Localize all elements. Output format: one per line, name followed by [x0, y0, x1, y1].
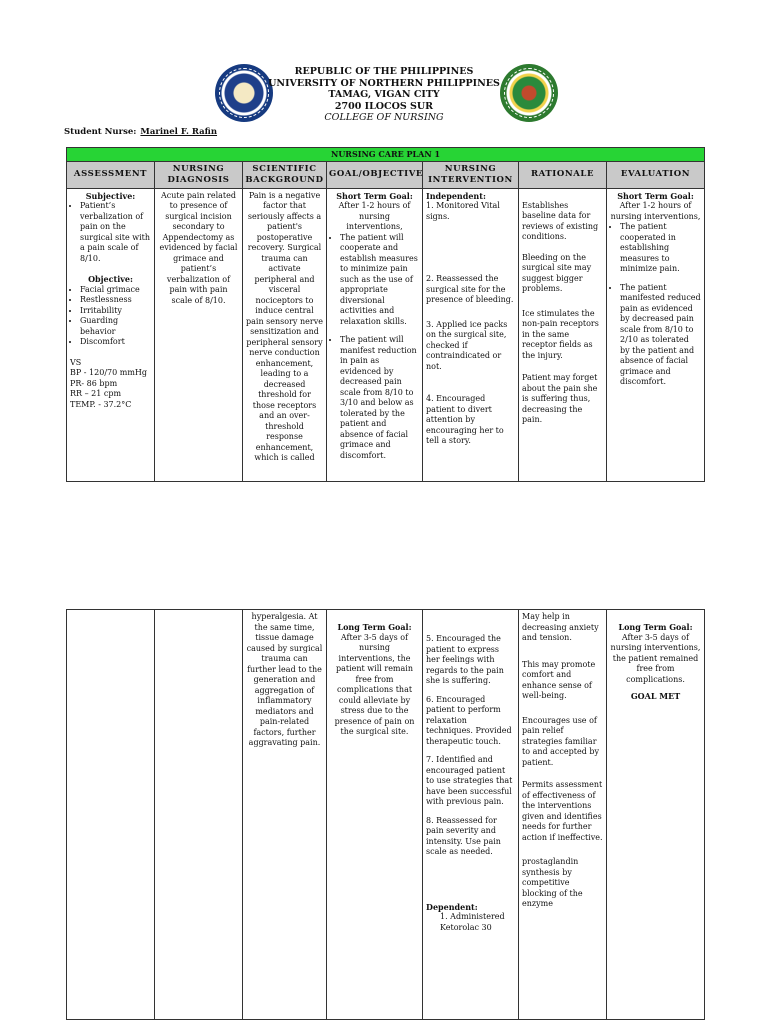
intervention-item: 6. Encouraged patient to perform relaxation techniques. Provided therapeutic touch.	[426, 694, 512, 746]
goal-bullet: • The patient will manifest reduction in pain as evidenced by decreased pain scale from 8/10 to 3/10 and below as tolerated by the patient and absence of facial grimace and discomfort.	[340, 335, 419, 461]
intervention-item: 1. Monitored Vital signs.	[426, 201, 500, 221]
objective-item: • Facial grimace	[80, 285, 151, 296]
evaluation-long-term-text: After 3-5 days of nursing interventions, the patient remained free from complications.	[610, 632, 701, 684]
header-line-2: UNIVERSITY OF NORTHERN PHILIPPINES	[268, 77, 500, 89]
rationale-item: Establishes baseline data for reviews of existing conditions.	[522, 200, 599, 241]
intervention-item: 2. Reassessed the surgical site for the presence of bleeding.	[426, 274, 514, 304]
subjective-text: • Patient’s verbalization of pain on the surgical site with a pain scale of 8/10.	[80, 201, 151, 264]
intervention-item: 7. Identified and encouraged patient to use strategies that have been successful with previous pain.	[426, 755, 513, 806]
header-line-4: 2700 ILOCOS SUR	[334, 100, 434, 112]
intervention-cell-continued	[423, 610, 519, 1020]
evaluation-intro: After 1-2 hours of nursing interventions,	[610, 201, 701, 221]
col-assessment: ASSESSMENT	[67, 161, 155, 188]
col-nursing-intervention: NURSING INTERVENTION	[423, 161, 519, 188]
col-rationale: RATIONALE	[519, 161, 607, 188]
vs-label: VS	[70, 357, 82, 367]
objective-label: Objective:	[88, 274, 133, 284]
evaluation-bullet: • The patient cooperated in establishing measures to minimize pain.	[620, 222, 701, 275]
intervention-item: 4. Encouraged patient to divert attention by encouraging her to tell a story.	[426, 394, 504, 445]
evaluation-short-term-label: Short Term Goal:	[617, 190, 694, 201]
rationale-item: This may promote comfort and enhance sense of well-being.	[522, 659, 596, 700]
rationale-item: Permits assessment of effectiveness of the interventions given and identifies needs for further action if ineffective.	[522, 780, 603, 842]
rationale-item: Bleeding on the surgical site may suggest bigger problems.	[522, 252, 592, 293]
header-line-1: REPUBLIC OF THE PHILIPPINES	[294, 66, 474, 77]
objective-list	[70, 285, 151, 348]
intervention-item: 8. Reassessed for pain severity and intensity. Use pain scale as needed.	[426, 815, 501, 856]
objective-item: • Discomfort	[80, 337, 151, 348]
rationale-item: Ice stimulates the non-pain receptors in the same receptor fields as the injury.	[522, 308, 599, 360]
evaluation-cell-continued	[607, 610, 705, 1020]
student-name: Marinel F. Rafin	[140, 127, 218, 137]
background-cell-continued: hyperalgesia. At the same time, tissue damage caused by surgical trauma can further lead to the generation and aggregation of inflammatory mediators and pain-related factors, further aggravating pain.	[243, 610, 327, 1020]
intervention-cell	[423, 188, 519, 481]
rationale-item: Patient may forget about the pain she is suffering thus, decreasing the pain.	[522, 373, 598, 424]
care-plan-row-2	[67, 610, 705, 1020]
student-label: Student Nurse:	[64, 127, 137, 137]
rationale-item: prostaglandin synthesis by competitive blocking of the enzyme	[522, 857, 583, 908]
objective-item: • Guarding behavior	[80, 316, 151, 337]
rationale-cell	[519, 188, 607, 481]
care-plan-banner: NURSING CARE PLAN 1	[67, 148, 705, 162]
vs-item: BP - 120/70 mmHg	[70, 368, 148, 377]
independent-label: Independent:	[426, 190, 486, 201]
diagnosis-cell: Acute pain related to presence of surgical incision secondary to Appendectomy as evidenced by facial grimace and patient’s verbalization of pain with pain scale of 8/10.	[155, 188, 243, 481]
assessment-cell	[67, 188, 155, 481]
col-nursing-diagnosis: NURSING DIAGNOSIS	[155, 161, 243, 188]
background-cell: Pain is a negative factor that seriously affects a patient's postoperative recovery. Surgical trauma can activate peripheral and visceral nociceptors to induce central pain sensory nerve sensitization and peripheral sensory nerve conduction enhancement, leading to a decreased threshold for those receptors and an over-threshold response enhancement, which is called	[243, 188, 327, 481]
evaluation-bullet: • The patient manifested reduced pain as evidenced by decreased pain scale from 8/10 to 2/10 as tolerated by the patient and absence of facial grimace and discomfort.	[620, 283, 701, 388]
goal-met-label: GOAL MET	[630, 691, 681, 701]
rationale-item: May help in decreasing anxiety and tension.	[522, 612, 599, 642]
evaluation-cell	[607, 188, 705, 481]
col-scientific-background: SCIENTIFIC BACKGROUND	[243, 161, 327, 188]
rationale-item: Encourages use of pain relief strategies familiar to and accepted by patient.	[522, 715, 599, 767]
vs-item: RR – 21 cpm	[70, 389, 122, 398]
care-plan-row-1	[67, 188, 705, 481]
care-plan-table-page-2	[66, 609, 705, 1020]
care-plan-table-page-1	[66, 147, 705, 482]
short-term-goal-intro: After 1-2 hours of nursing interventions,	[338, 201, 411, 231]
header-college: COLLEGE OF NURSING	[324, 112, 444, 123]
col-evaluation: EVALUATION	[607, 161, 705, 188]
rationale-cell-continued	[519, 610, 607, 1020]
vs-item: PR- 86 bpm	[70, 378, 118, 388]
header-line-3: TAMAG, VIGAN CITY	[328, 89, 440, 100]
intervention-item: 3. Applied ice packs on the surgical site, checked if contraindicated or not.	[426, 319, 508, 371]
subjective-label: Subjective:	[85, 190, 136, 201]
evaluation-long-term-label: Long Term Goal:	[618, 622, 693, 632]
goal-cell-continued	[327, 610, 423, 1020]
dependent-label: Dependent:	[426, 901, 478, 912]
document-header	[0, 66, 768, 124]
dependent-item: 1. Administered Ketorolac 30	[440, 912, 505, 932]
intervention-item: 5. Encouraged the patient to express her feelings with regards to the pain she is suffering.	[426, 634, 504, 685]
long-term-goal-text: After 3-5 days of nursing interventions, the patient will remain free from complications that could alleviate by stress due to the presence of pain on the surgical site.	[334, 632, 415, 736]
long-term-goal-label: Long Term Goal:	[337, 622, 412, 632]
objective-item: • Irritability	[80, 306, 151, 317]
vs-item: TEMP. - 37.2°C	[70, 399, 132, 409]
student-nurse-line	[64, 127, 217, 137]
objective-item: • Restlessness	[80, 295, 151, 306]
goal-cell	[327, 188, 423, 481]
assessment-cell-continued	[67, 610, 155, 1020]
column-header-row	[67, 161, 705, 188]
diagnosis-cell-continued	[155, 610, 243, 1020]
col-goal-objective: GOAL/OBJECTIVE	[327, 161, 423, 188]
goal-bullet: • The patient will cooperate and establish measures to minimize pain such as the use of appropriate diversional activities and relaxation skills.	[340, 233, 419, 328]
short-term-goal-label: Short Term Goal:	[336, 190, 413, 201]
